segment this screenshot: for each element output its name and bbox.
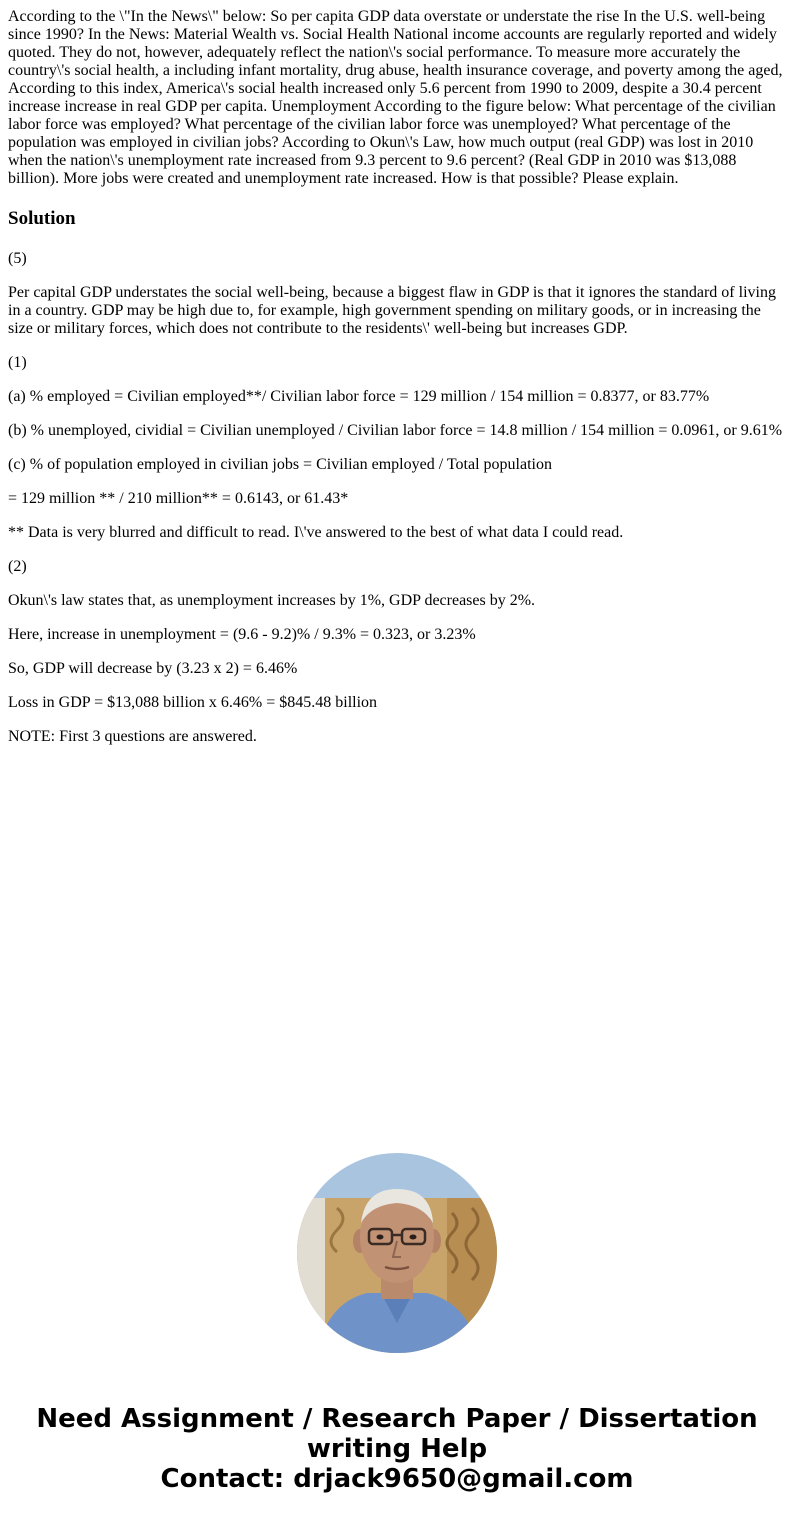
answer-paragraph: Per capital GDP understates the social well-being, because a biggest flaw in GDP is that it ignores the standard of living in a country. GDP may be high due to, for example, high government spending on military goods, or in increasing the size or military forces, which does not contribute to the residents\' well-being but increases GDP. [8,284,776,337]
answer-paragraph: (2) [8,558,27,575]
answer-paragraph: Loss in GDP = $13,088 billion x 6.46% = $845.48 billion [8,694,378,711]
answer-paragraph: (a) % employed = Civilian employed**/ Civilian labor force = 129 million / 154 million = 0.8377, or 83.77% [8,388,710,405]
solution-heading: Solution [8,208,76,229]
avatar-portrait [297,1153,497,1353]
answer-paragraph: Here, increase in unemployment = (9.6 - 9.2)% / 9.3% = 0.323, or 3.23% [8,626,476,643]
answer-paragraph: Okun\'s law states that, as unemployment increases by 1%, GDP decreases by 2%. [8,592,536,609]
promo-line: writing Help [306,1434,488,1464]
question-text: According to the \"In the News\" below: So per capita GDP data overstate or understate the rise In the U.S. well-being since 1990? In the News: Material Wealth vs. Social Health National income accounts are regularly reported and widely quoted. They do not, however, adequately reflect the nation\'s social performance. To measure more accurately the country\'s social health, a including infant mortality, drug abuse, health insurance coverage, and poverty among the aged, According to this index, America\'s social health increased only 5.6 percent from 1990 to 2009, despite a 30.4 percent increase increase in real GDP per capita. Unemployment According to the figure below: What percentage of the civilian labor force was employed? What percentage of the civilian labor force was unemployed? What percentage of the population was employed in civilian jobs? According to Okun\'s Law, how much output (real GDP) was lost in 2010 when the nation\'s unemployment rate increased from 9.3 percent to 9.6 percent? (Real GDP in 2010 was $13,088 billion). More jobs were created and unemployment rate increased. How is that possible? Please explain. [8,8,783,187]
answer-paragraph: ** Data is very blurred and difficult to read. I\'ve answered to the best of what data I could read. [8,524,624,541]
answer-paragraph: = 129 million ** / 210 million** = 0.6143, or 61.43* [8,490,349,507]
promo-banner [0,1404,794,1494]
avatar [297,1153,497,1353]
answer-paragraph: So, GDP will decrease by (3.23 x 2) = 6.46% [8,660,298,677]
document-body [8,8,786,746]
answer-paragraph: (c) % of population employed in civilian jobs = Civilian employed / Total population [8,456,552,473]
answer-paragraph: (5) [8,250,27,267]
answer-paragraph: NOTE: First 3 questions are answered. [8,728,257,745]
answer-paragraph: (1) [8,354,27,371]
promo-contact: Contact: drjack9650@gmail.com [160,1464,634,1494]
promo-line: Need Assignment / Research Paper / Dissertation [36,1404,758,1434]
answer-paragraph: (b) % unemployed, cividial = Civilian unemployed / Civilian labor force = 14.8 million / 154 million = 0.0961, or 9.61% [8,422,783,439]
